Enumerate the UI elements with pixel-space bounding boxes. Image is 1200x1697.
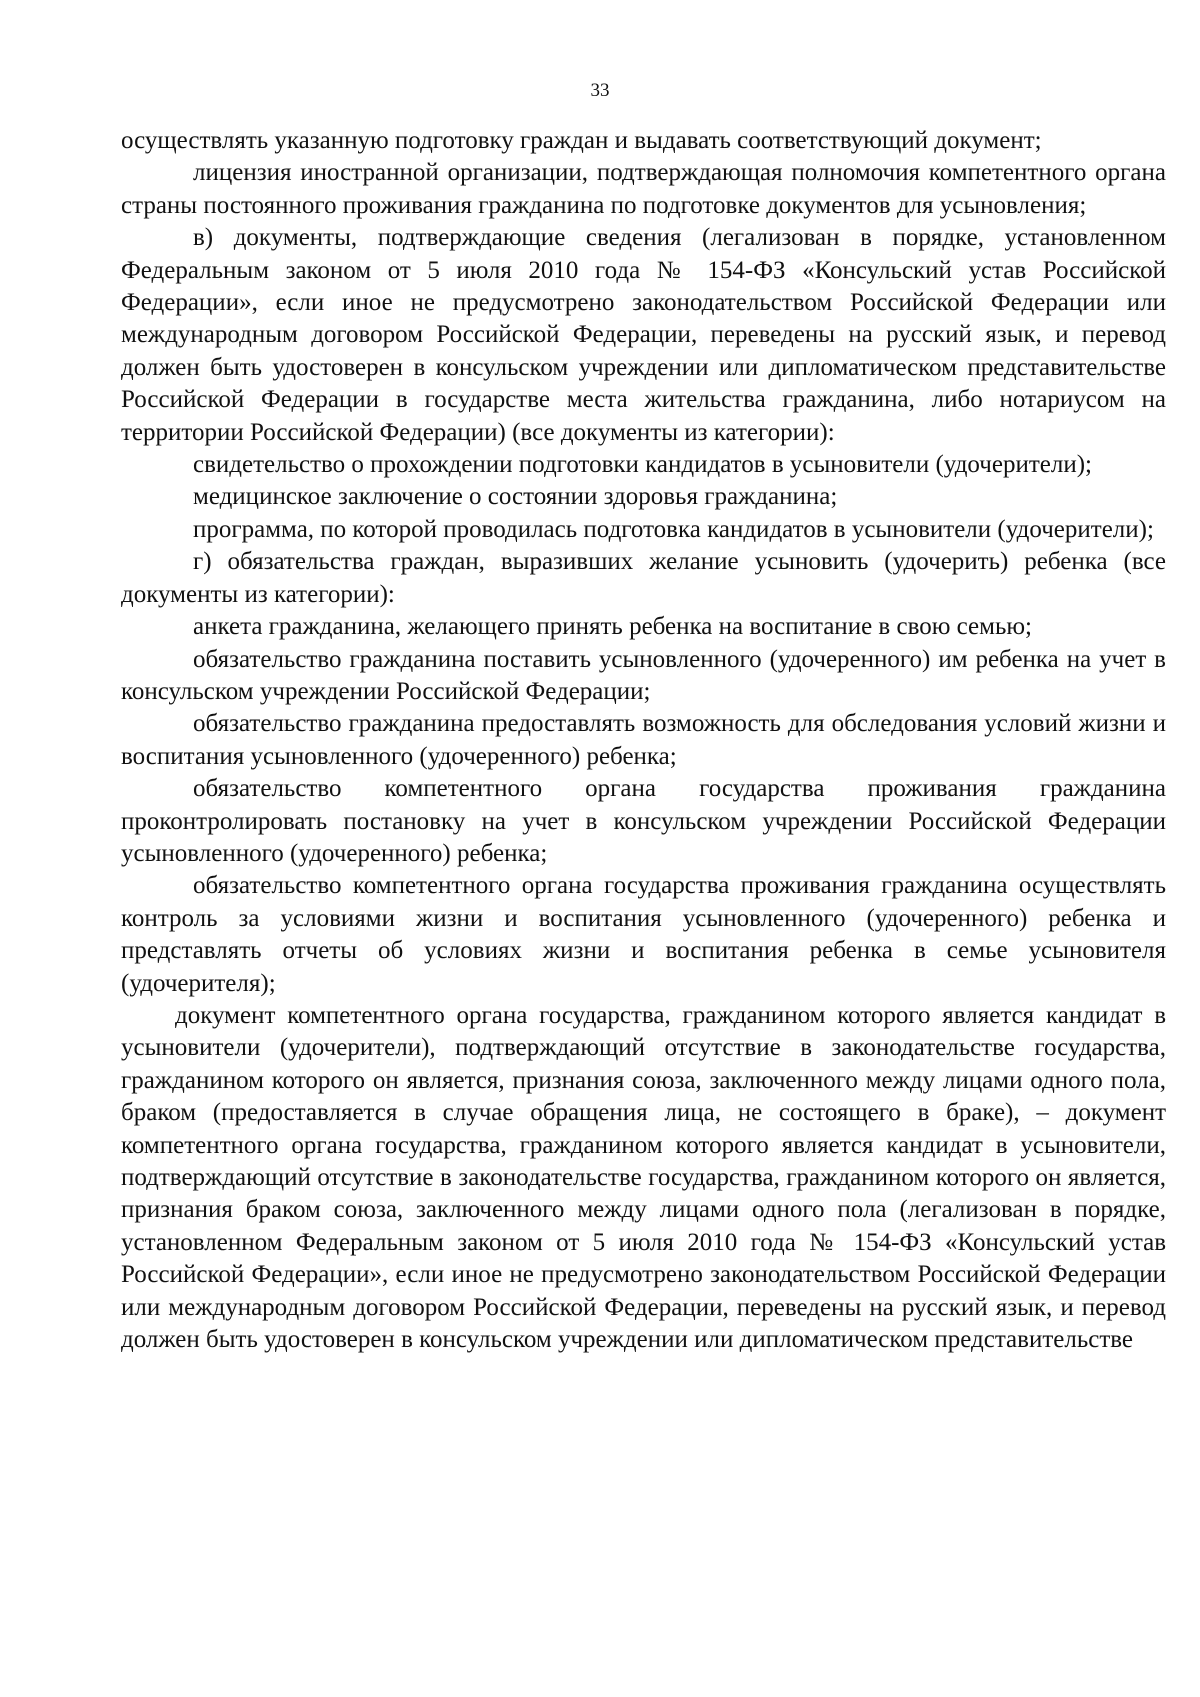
- paragraph-section-g: г) обязательства граждан, выразивших желание усыновить (удочерить) ребенка (все документы из категории):: [121, 548, 1166, 608]
- paragraph-marriage-document: документ компетентного органа государства, гражданином которого является кандидат в усыновители (удочерители), подтверждающий отсутствие в законодательстве государства, гражданином которого он является, признания союза, заключенного между лицами одного пола, браком (предоставляется в случае обращения лица, не состоящего в браке), – документ компетентного органа государства, гражданином которого является кандидат в усыновители, подтверждающий отсутствие в законодательстве государства, гражданином которого он является, признания браком союза, заключенного между лицами одного пола (легализован в порядке, установленном Федеральным законом от 5 июля 2010 года № 154-ФЗ «Консульский устав Российской Федерации», если иное не предусмотрено законодательством Российской Федерации или международным договором Российской Федерации, переведены на русский язык, и перевод должен быть удостоверен в консульском учреждении или дипломатическом представительстве: [121, 1001, 1166, 1354]
- paragraph-training-program: программа, по которой проводилась подготовка кандидатов в усыновители (удочерители);: [193, 515, 1154, 543]
- paragraph-continuation: осуществлять указанную подготовку граждан и выдавать соответствующий документ;: [121, 127, 1042, 154]
- paragraph-authority-control-obligation: обязательство компетентного органа государства проживания гражданина осуществлять контроль за условиями жизни и воспитания усыновленного (удочеренного) ребенка и представлять отчеты об условиях жизни и воспитания ребенка в семье усыновителя (удочерителя);: [121, 872, 1166, 997]
- document-body: [121, 125, 1166, 1356]
- paragraph-inspection-obligation: обязательство гражданина предоставлять возможность для обследования условий жизни и воспитания усыновленного (удочеренного) ребенка;: [121, 710, 1166, 770]
- page-number: 33: [590, 80, 610, 101]
- paragraph-section-v: в) документы, подтверждающие сведения (легализован в порядке, установленном Федеральным законом от 5 июля 2010 года № 154-ФЗ «Консульский устав Российской Федерации», если иное не предусмотрено законодательством Российской Федерации или международным договором Российской Федерации, переведены на русский язык, и перевод должен быть удостоверен в консульском учреждении или дипломатическом представительстве Российской Федерации в государстве места жительства гражданина, либо нотариусом на территории Российской Федерации) (все документы из категории):: [121, 224, 1166, 446]
- paragraph-questionnaire: анкета гражданина, желающего принять ребенка на воспитание в свою семью;: [193, 613, 1032, 641]
- paragraph-training-certificate: свидетельство о прохождении подготовки кандидатов в усыновители (удочерители);: [193, 451, 1092, 479]
- paragraph-medical-report: медицинское заключение о состоянии здоровья гражданина;: [193, 483, 838, 511]
- paragraph-registration-obligation: обязательство гражданина поставить усыновленного (удочеренного) им ребенка на учет в консульском учреждении Российской Федерации;: [121, 645, 1166, 705]
- paragraph-foreign-license: лицензия иностранной организации, подтверждающая полномочия компетентного органа страны постоянного проживания гражданина по подготовке документов для усыновления;: [121, 159, 1166, 219]
- paragraph-authority-registration-obligation: обязательство компетентного органа государства проживания гражданина проконтролировать постановку на учет в консульском учреждении Российской Федерации усыновленного (удочеренного) ребенка;: [121, 775, 1166, 867]
